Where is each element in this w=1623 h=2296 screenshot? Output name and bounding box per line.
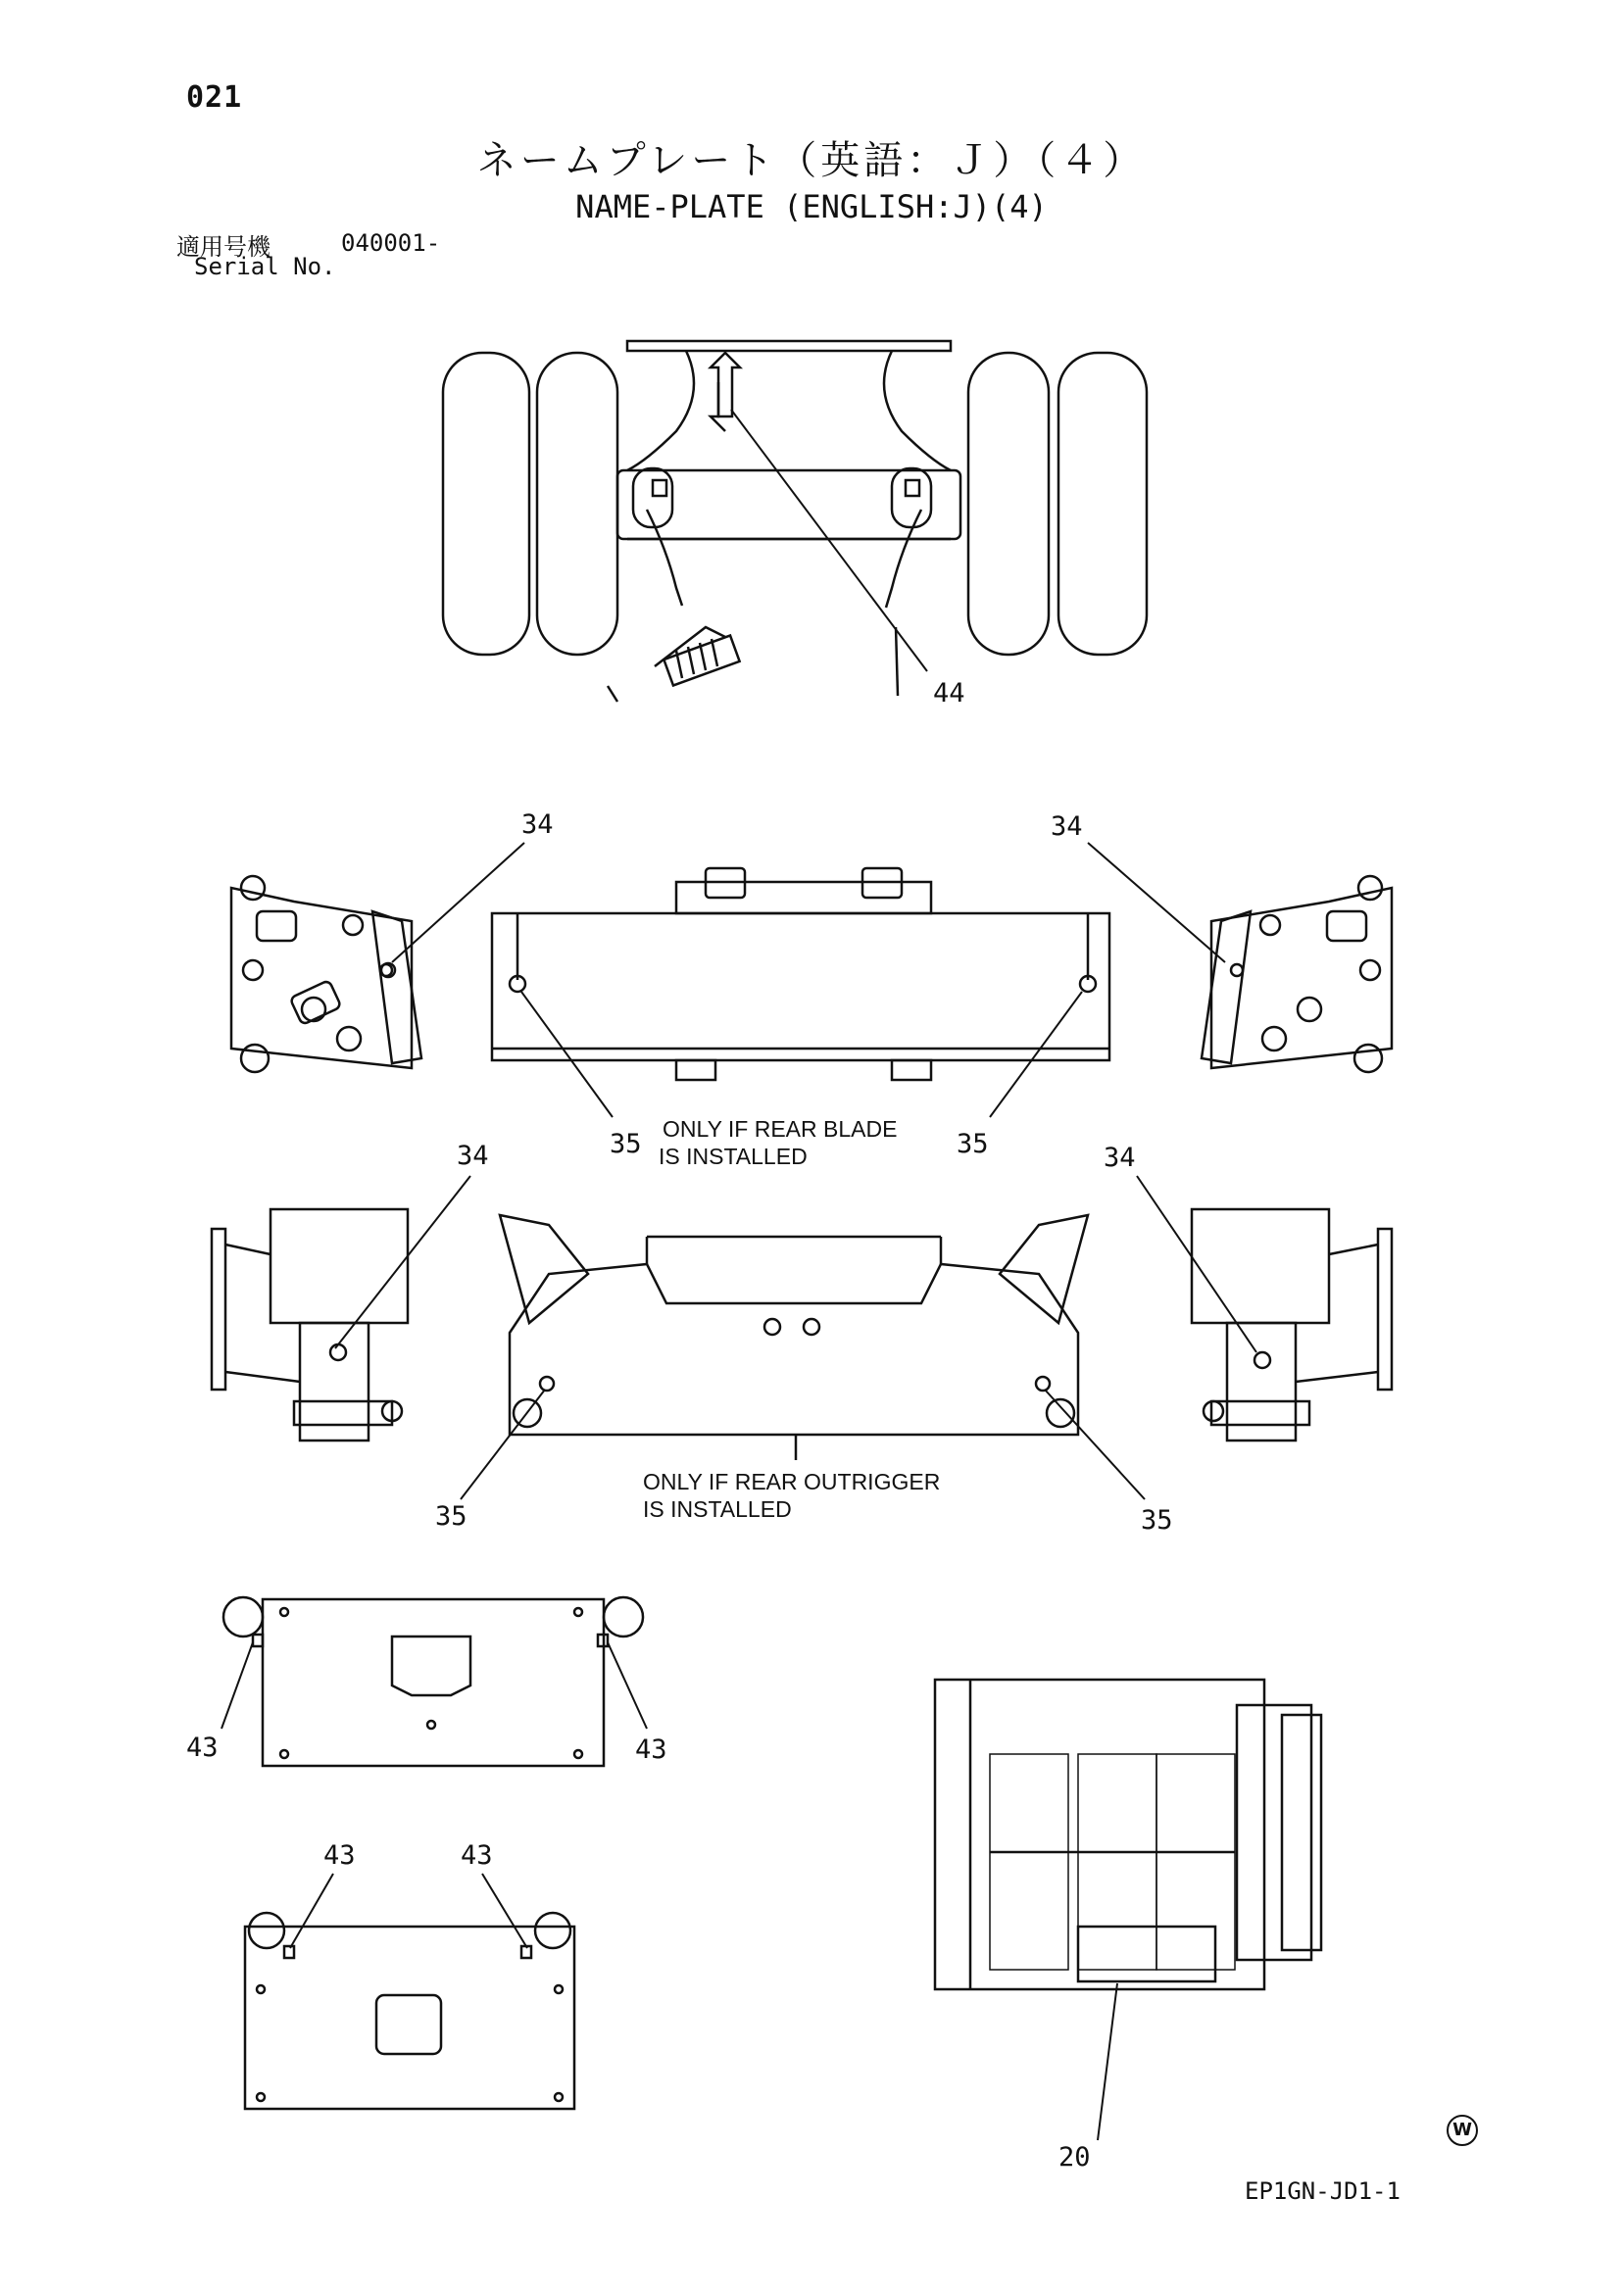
serial-number: 040001-	[341, 229, 441, 257]
callout-43-lower-right: 43	[461, 1840, 493, 1871]
callout-43-lower-left: 43	[323, 1840, 356, 1871]
note-rear-blade-line2: IS INSTALLED	[659, 1144, 808, 1169]
undercarriage-view	[443, 341, 1147, 702]
machine-top-view	[935, 1680, 1321, 2140]
callout-43-upper-right: 43	[635, 1734, 667, 1765]
callout-43-upper-left: 43	[186, 1733, 219, 1763]
callout-20: 20	[1058, 2142, 1091, 2173]
callout-35-blade-left: 35	[610, 1129, 642, 1159]
note-rear-outrigger-line1: ONLY IF REAR OUTRIGGER	[643, 1469, 941, 1494]
page-number: 021	[186, 80, 243, 115]
callout-34-blade-left: 34	[521, 809, 554, 840]
callout-34-outrigger-right: 34	[1104, 1143, 1136, 1173]
document-code: EP1GN-JD1-1	[1245, 2177, 1401, 2205]
callout-35-outrigger-right: 35	[1141, 1505, 1173, 1536]
title-english: NAME-PLATE (ENGLISH:J)(4)	[575, 188, 1048, 225]
w-mark-icon: W	[1447, 2115, 1478, 2146]
callout-35-blade-right: 35	[957, 1129, 989, 1159]
title-japanese: ネームプレート（英語：Ｊ）（４）	[476, 138, 1147, 183]
rear-outrigger-view	[212, 1176, 1392, 1499]
callout-35-outrigger-left: 35	[435, 1501, 467, 1532]
counterweight-plates-view	[221, 1597, 647, 2109]
serial-label-english: Serial No.	[194, 253, 336, 280]
callout-44: 44	[933, 678, 965, 708]
callout-34-blade-right: 34	[1051, 811, 1083, 842]
note-rear-blade-line1: ONLY IF REAR BLADE	[663, 1116, 898, 1142]
note-rear-outrigger-line2: IS INSTALLED	[643, 1496, 792, 1522]
callout-34-outrigger-left: 34	[457, 1141, 489, 1171]
rear-blade-view	[231, 843, 1392, 1117]
serial-label-japanese: 適用号機	[176, 233, 270, 261]
